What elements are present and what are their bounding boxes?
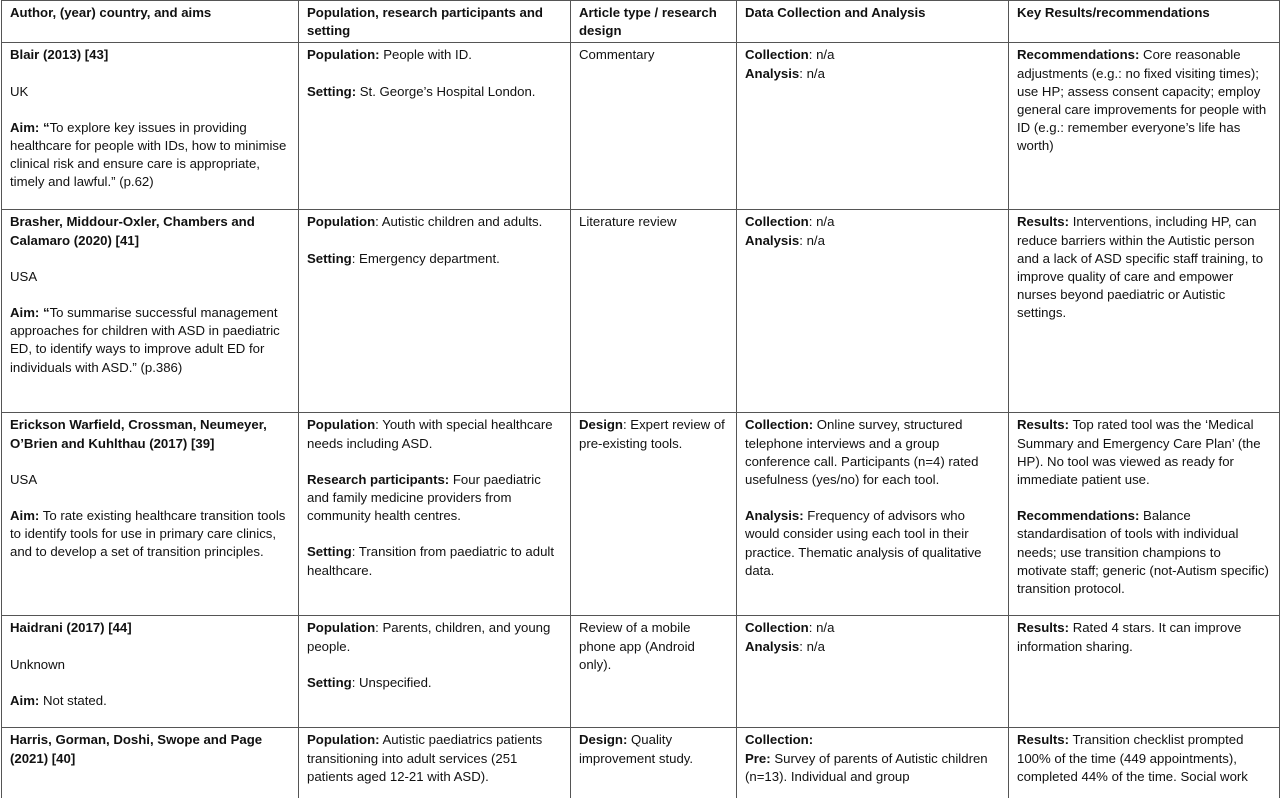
design-text: Review of a mobile phone app (Android only).	[579, 620, 695, 672]
table-row	[2, 413, 1280, 616]
recommendations-text: Recommendations: Balance standardisation of tools with individual needs; use transition champions to motivate staff; generic (not-Autism specific) transition protocol.	[1017, 508, 1269, 597]
country: UK	[10, 83, 29, 99]
header-population: Population, research participants and setting	[299, 1, 571, 43]
results-cell	[1009, 616, 1280, 728]
design-text: Design: Expert review of pre-existing tools.	[579, 417, 725, 451]
population-text: Population: Parents, children, and young people.	[307, 620, 551, 654]
collection-text: Collection: n/a	[745, 214, 835, 230]
population-cell	[299, 728, 571, 798]
author-cell	[2, 210, 299, 413]
population-cell	[299, 43, 571, 210]
design-text: Literature review	[579, 214, 677, 230]
collection-text: Collection: n/a	[745, 47, 835, 63]
table-header-row	[2, 1, 1280, 43]
setting-text: Setting: Unspecified.	[307, 674, 432, 690]
population-cell	[299, 210, 571, 413]
aim-text: Aim: Not stated.	[10, 692, 107, 708]
results-text: Results: Top rated tool was the ‘Medical Summary and Emergency Care Plan’ (the HP). No tool was viewed as ready for immediate patient use.	[1017, 417, 1261, 488]
population-cell	[299, 616, 571, 728]
design-cell	[571, 413, 737, 616]
participants-text: Research participants: Four paediatric and family medicine providers from community health centres.	[307, 471, 541, 524]
author-cell	[2, 413, 299, 616]
design-text: Design: Quality improvement study.	[579, 732, 694, 766]
aim-text: Aim: To rate existing healthcare transition tools to identify tools for use in primary care clinics, and to develop a set of transition principles.	[10, 508, 286, 560]
header-data-collection: Data Collection and Analysis	[737, 1, 1009, 43]
author-name: Erickson Warfield, Crossman, Neumeyer, O’Brien and Kuhlthau (2017) [39]	[10, 417, 267, 451]
country: USA	[10, 268, 38, 284]
author-name: Haidrani (2017) [44]	[10, 620, 132, 636]
header-design: Article type / research design	[571, 1, 737, 43]
author-name: Brasher, Middour-Oxler, Chambers and Calamaro (2020) [41]	[10, 214, 255, 248]
pre-text: Pre: Survey of parents of Autistic children (n=13). Individual and group	[745, 750, 988, 784]
country: Unknown	[10, 656, 65, 672]
collection-text: Collection: n/a	[745, 620, 835, 636]
author-cell	[2, 616, 299, 728]
setting-text: Setting: Transition from paediatric to adult healthcare.	[307, 544, 555, 578]
population-text: Population: Autistic paediatrics patients transitioning into adult services (251 patients aged 12-21 with ASD).	[307, 732, 543, 784]
author-cell	[2, 728, 299, 798]
table-row	[2, 728, 1280, 798]
population-text: Population: People with ID.	[307, 47, 472, 63]
country: USA	[10, 471, 38, 487]
setting-text: Setting: St. George’s Hospital London.	[307, 83, 536, 99]
analysis-text: Analysis: Frequency of advisors who would consider using each tool in their practice. Thematic analysis of qualitative data.	[745, 508, 982, 578]
collection-text: Collection:	[745, 732, 814, 748]
header-author: Author, (year) country, and aims	[2, 1, 299, 43]
results-text: Results: Interventions, including HP, can reduce barriers within the Autistic person and a lack of ASD specific staff training, to improve quality of care and empower nurses beyond paediatric or Autistic settings.	[1017, 214, 1264, 321]
data-collection-cell	[737, 210, 1009, 413]
data-collection-cell	[737, 413, 1009, 616]
table-row	[2, 616, 1280, 728]
results-cell	[1009, 43, 1280, 210]
population-text: Population: Autistic children and adults.	[307, 214, 543, 230]
table-row	[2, 210, 1280, 413]
aim-text: Aim: “To explore key issues in providing healthcare for people with IDs, how to minimise clinical risk and ensure care is appropriate, timely and lawful.” (p.62)	[10, 119, 287, 190]
setting-text: Setting: Emergency department.	[307, 250, 500, 266]
design-text: Commentary	[579, 47, 655, 63]
results-cell	[1009, 413, 1280, 616]
table-row	[2, 43, 1280, 210]
data-collection-cell	[737, 43, 1009, 210]
results-text: Results: Rated 4 stars. It can improve information sharing.	[1017, 620, 1242, 654]
author-name: Harris, Gorman, Doshi, Swope and Page (2021) [40]	[10, 732, 263, 766]
population-text: Population: Youth with special healthcare needs including ASD.	[307, 417, 553, 451]
author-name: Blair (2013) [43]	[10, 47, 109, 63]
design-cell	[571, 210, 737, 413]
data-collection-cell	[737, 728, 1009, 798]
design-cell	[571, 616, 737, 728]
author-cell	[2, 43, 299, 210]
analysis-text: Analysis: n/a	[745, 65, 825, 81]
design-cell	[571, 43, 737, 210]
header-results: Key Results/recommendations	[1009, 1, 1280, 43]
results-cell	[1009, 210, 1280, 413]
analysis-text: Analysis: n/a	[745, 638, 825, 654]
design-cell	[571, 728, 737, 798]
results-cell	[1009, 728, 1280, 798]
results-text: Results: Transition checklist prompted 100% of the time (449 appointments), completed 44% of the time. Social work	[1017, 732, 1248, 784]
aim-text: Aim: “To summarise successful management approaches for children with ASD in paediatric ED, to identify ways to improve adult ED for individuals with ASD.” (p.386)	[10, 305, 280, 375]
results-text: Recommendations: Core reasonable adjustments (e.g.: no fixed visiting times); use HP; assess consent capacity; employ general care improvements for people with ID (e.g.: remember everyone’s life has worth)	[1017, 47, 1267, 154]
data-collection-cell	[737, 616, 1009, 728]
analysis-text: Analysis: n/a	[745, 232, 825, 248]
population-cell	[299, 413, 571, 616]
collection-text: Collection: Online survey, structured telephone interviews and a group conference call. Participants (n=4) rated usefulness (yes/no) for each tool.	[745, 417, 979, 488]
literature-review-table	[1, 0, 1280, 798]
